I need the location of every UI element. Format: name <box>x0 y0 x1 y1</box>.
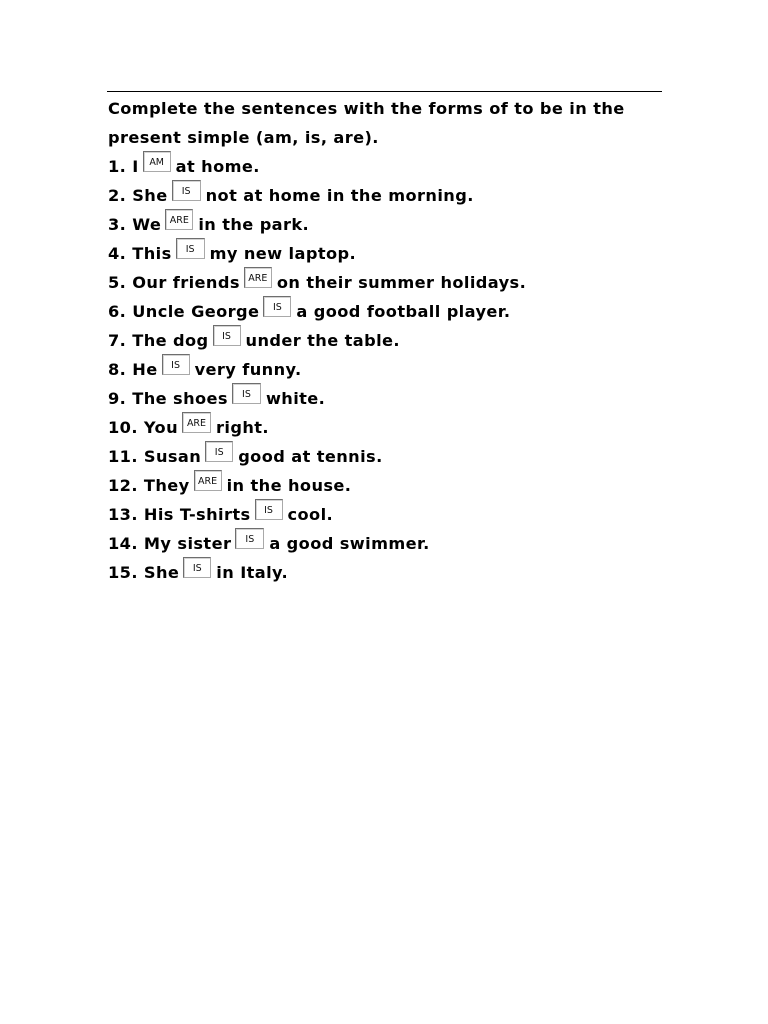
instruction-line <box>108 123 668 152</box>
answer-field[interactable]: IS <box>263 296 291 317</box>
sentence-start: 12. They <box>108 476 190 495</box>
sentence-item-14 <box>108 529 668 558</box>
sentence-start: 15. She <box>108 563 180 582</box>
answer-field[interactable]: IS <box>162 354 190 375</box>
sentence-start: 1. I <box>108 157 139 176</box>
sentence-end: a good football player. <box>296 302 511 321</box>
sentence-end: in the park. <box>198 215 310 234</box>
sentence-start: 7. The dog <box>108 331 209 350</box>
answer-field[interactable]: IS <box>235 528 264 549</box>
sentence-item-6 <box>108 297 668 326</box>
sentence-item-13 <box>108 500 668 529</box>
sentence-item-15 <box>108 558 668 587</box>
sentence-item-7 <box>108 326 668 355</box>
answer-field[interactable]: ARE <box>194 470 222 491</box>
sentence-item-5 <box>108 268 668 297</box>
sentence-item-2 <box>108 181 668 210</box>
answer-field[interactable]: IS <box>255 499 283 520</box>
sentence-item-9 <box>108 384 668 413</box>
sentence-end: right. <box>216 418 269 437</box>
sentence-start: 8. He <box>108 360 158 379</box>
answer-field[interactable]: ARE <box>244 267 272 288</box>
sentence-end: under the table. <box>245 331 400 350</box>
sentence-start: 6. Uncle George <box>108 302 260 321</box>
sentence-start: 10. You <box>108 418 178 437</box>
top-divider <box>107 91 662 92</box>
sentence-item-8 <box>108 355 668 384</box>
sentence-end: at home. <box>175 157 260 176</box>
sentence-end: my new laptop. <box>209 244 357 263</box>
answer-field[interactable]: AM <box>143 151 171 172</box>
sentence-end: in the house. <box>226 476 352 495</box>
sentence-end: white. <box>265 389 326 408</box>
sentence-start: 5. Our friends <box>108 273 240 292</box>
sentence-item-12 <box>108 471 668 500</box>
instruction-text: Complete the sentences with the forms of to be in the <box>108 99 625 118</box>
sentence-start: 13. His T-shirts <box>108 505 251 524</box>
sentence-end: a good swimmer. <box>269 534 430 553</box>
answer-field[interactable]: IS <box>213 325 241 346</box>
sentence-item-1 <box>108 152 668 181</box>
answer-field[interactable]: IS <box>205 441 233 462</box>
sentence-end: cool. <box>287 505 334 524</box>
instruction-text: present simple (am, is, are). <box>108 128 379 147</box>
sentence-start: 11. Susan <box>108 447 202 466</box>
answer-field[interactable]: IS <box>232 383 261 404</box>
sentence-end: good at tennis. <box>238 447 383 466</box>
sentence-item-3 <box>108 210 668 239</box>
sentence-end: in Italy. <box>216 563 289 582</box>
worksheet <box>108 94 668 587</box>
sentence-start: 3. We <box>108 215 162 234</box>
instruction-line <box>108 94 668 123</box>
sentence-item-4 <box>108 239 668 268</box>
answer-field[interactable]: IS <box>176 238 205 259</box>
sentence-end: not at home in the morning. <box>205 186 474 205</box>
sentence-end: very funny. <box>194 360 302 379</box>
answer-field[interactable]: ARE <box>165 209 193 230</box>
answer-field[interactable]: IS <box>172 180 201 201</box>
sentence-start: 2. She <box>108 186 168 205</box>
answer-field[interactable]: IS <box>183 557 211 578</box>
sentence-start: 9. The shoes <box>108 389 228 408</box>
sentence-end: on their summer holidays. <box>276 273 527 292</box>
sentence-start: 14. My sister <box>108 534 232 553</box>
sentence-item-10 <box>108 413 668 442</box>
sentence-start: 4. This <box>108 244 172 263</box>
sentence-item-11 <box>108 442 668 471</box>
answer-field[interactable]: ARE <box>182 412 211 433</box>
